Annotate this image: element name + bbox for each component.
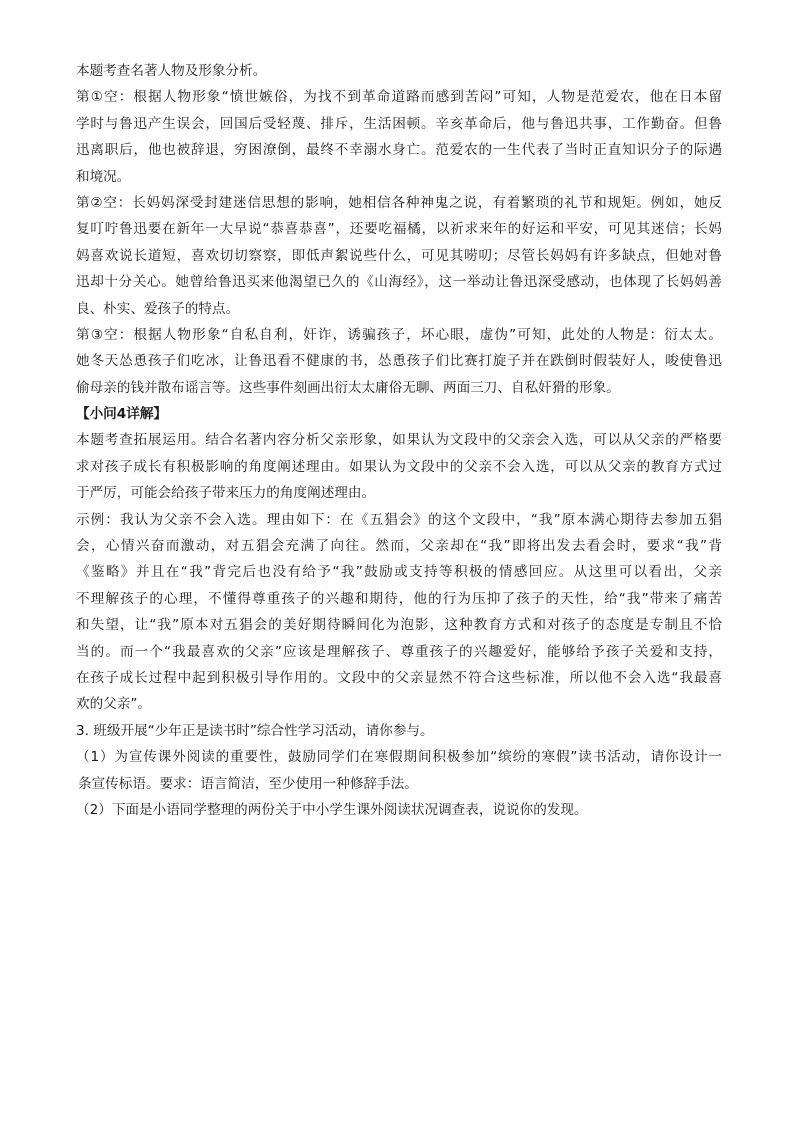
text-line: 条宣传标语。要求：语言简洁，至少使用一种修辞手法。 [78,775,418,792]
text-line: 欢的父亲”。 [76,696,152,713]
text-line: 第③空：根据人物形象“自私自利，奸诈，诱骗孩子，坏心眼，虚伪”可知，此处的人物是：衍太太。 [76,326,722,343]
text-line: 不理解孩子的心理，不懂得尊重孩子的兴趣和期待，他的行为压抑了孩子的天性，给“我”带来了痛苦 [76,590,722,607]
text-line: 求对孩子成长有积极影响的角度阐述理由。如果认为文段中的父亲不会入选，可以从父亲的教育方式过 [76,458,722,475]
document-body [76,58,722,823]
text-line: 第②空：长妈妈深受封建迷信思想的影响，她相信各种神鬼之说，有着繁琐的礼节和规矩。例如，她反 [76,194,722,211]
text-line: 当的。而一个“我最喜欢的父亲”应该是理解孩子、尊重孩子的兴趣爱好，能够给予孩子关爱和支持， [76,643,722,660]
question-3-2: （2）下面是小语同学整理的两份关于中小学生课外阅读状况调查表，说说你的发现。 [76,801,588,818]
text-line: 迅却十分关心。她曾给鲁迅买来他渴望已久的《山海经》，这一举动让鲁迅深受感动，也体现了长妈妈善 [76,274,722,291]
text-line: 和境况。 [76,168,131,185]
question-3: 3. 班级开展“少年正是读书时”综合性学习活动，请你参与。 [76,722,434,739]
text-line: 第①空：根据人物形象“愤世嫉俗，为找不到革命道路而感到苦闷”可知，人物是范爱农，他在日本留 [76,89,722,106]
text-line: 复叮咛鲁迅要在新年一大早说“恭喜恭喜”，还要吃福橘，以祈求来年的好运和平安，可见其迷信；长妈 [76,221,722,238]
text-line: 示例：我认为父亲不会入选。理由如下：在《五猖会》的这个文段中，“我”原本满心期待去参加五猖 [76,511,722,528]
text-line: 她冬天怂恿孩子们吃冰，让鲁迅看不健康的书，怂恿孩子们比赛打旋子并在跌倒时假装好人，唆使鲁迅 [76,353,722,370]
text-line: 《鉴略》并且在“我”背完后也没有给予“我”鼓励或支持等积极的情感回应。从这里可以看出，父亲 [76,564,722,581]
text-line: 偷母亲的钱并散布谣言等。这些事件刻画出衍太太庸俗无聊、两面三刀、自私奸猾的形象。 [76,379,620,396]
text-line: 良、朴实、爱孩子的特点。 [76,300,240,317]
text-line: 和失望，让“我”原本对五猖会的美好期待瞬间化为泡影，这种教育方式和对孩子的态度是专制且不恰 [76,617,722,634]
text-line: 妈喜欢说长道短，喜欢切切察察，即低声絮说些什么，可见其唠叨；尽管长妈妈有许多缺点，但她对鲁 [76,247,722,264]
text-line: 本题考查拓展运用。结合名著内容分析父亲形象，如果认为文段中的父亲会入选，可以从父亲的严格要 [76,432,722,449]
text-line: 学时与鲁迅产生误会，回国后受轻蔑、排斥，生活困顿。辛亥革命后，他与鲁迅共事，工作勤奋。但鲁 [76,115,722,132]
text-line: 会，心情兴奋而激动，对五猖会充满了向往。然而，父亲却在“我”即将出发去看会时，要求“我”背 [76,538,722,555]
question-3-1: （1）为宣传课外阅读的重要性，鼓励同学们在寒假期间积极参加“缤纷的寒假”读书活动，请你设计一 [76,749,722,766]
section-heading: 【小问4详解】 [76,406,168,423]
text-line: 在孩子成长过程中起到积极引导作用的。文段中的父亲显然不符合这些标准，所以他不会入选“我最喜 [76,669,722,686]
text-line: 迅离职后，他也被辞退，穷困潦倒，最终不幸溺水身亡。范爱农的一生代表了当时正直知识分子的际遇 [76,142,722,159]
text-line: 本题考查名著人物及形象分析。 [76,63,267,79]
text-line: 于严厉，可能会给孩子带来压力的角度阐述理由。 [76,485,376,502]
